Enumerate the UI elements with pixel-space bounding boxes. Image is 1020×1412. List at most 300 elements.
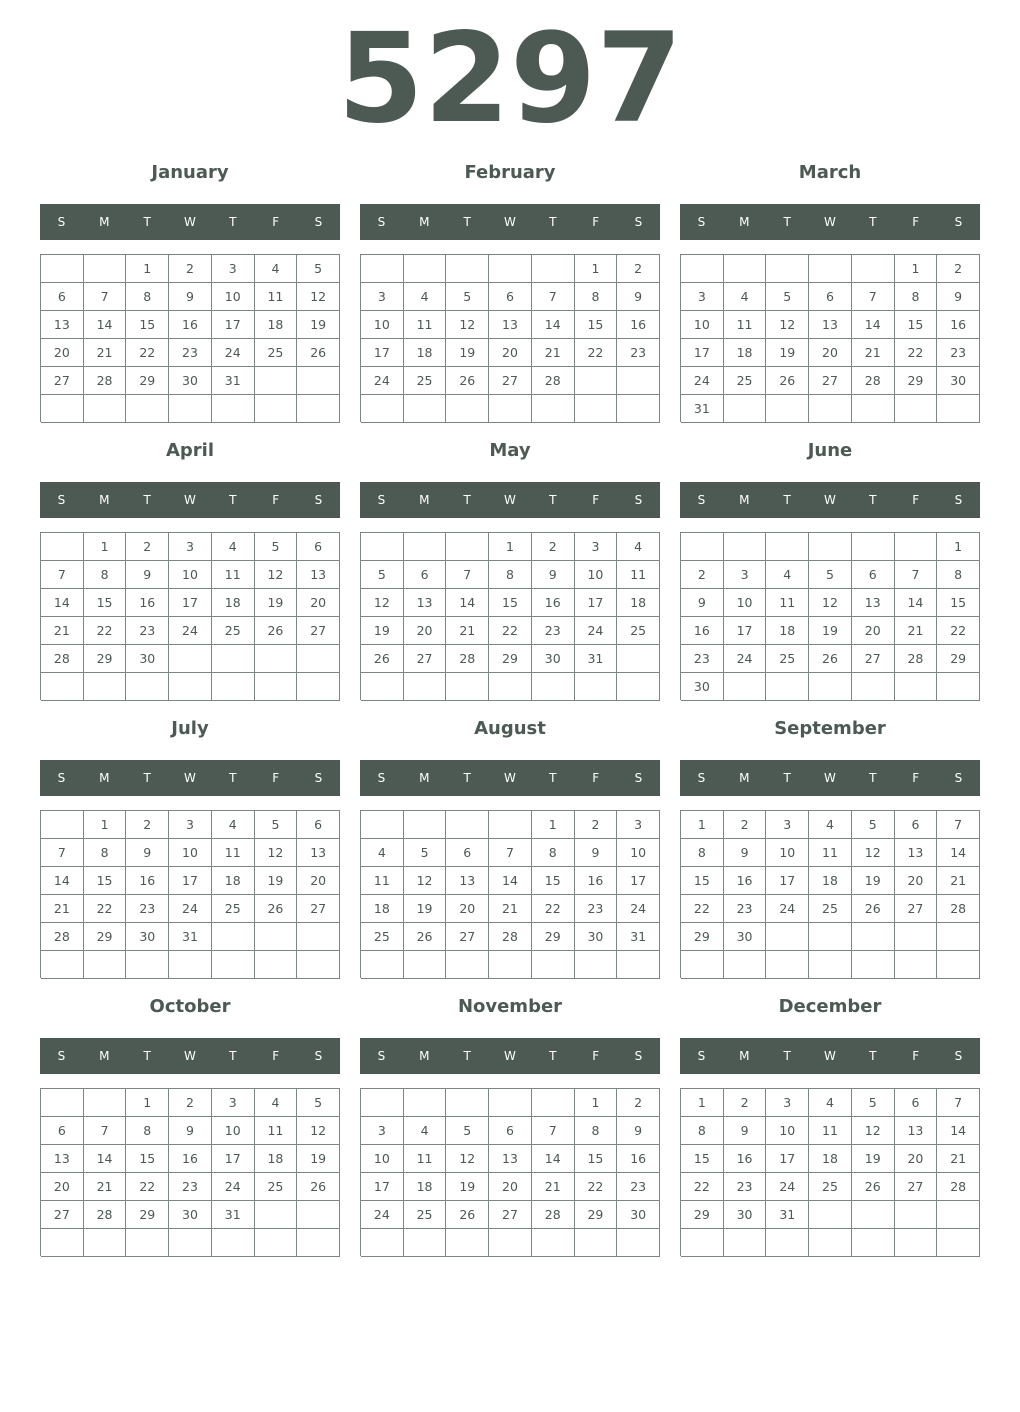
day-cell[interactable]: 20 xyxy=(895,1145,938,1173)
day-cell[interactable]: 26 xyxy=(852,895,895,923)
day-cell[interactable]: 23 xyxy=(617,339,660,367)
day-cell[interactable]: 28 xyxy=(41,923,84,951)
day-cell[interactable]: 8 xyxy=(681,839,724,867)
day-cell[interactable]: 30 xyxy=(532,645,575,673)
day-cell[interactable]: 28 xyxy=(937,895,980,923)
day-cell[interactable]: 7 xyxy=(446,561,489,589)
day-cell[interactable]: 24 xyxy=(575,617,618,645)
day-cell[interactable]: 9 xyxy=(724,1117,767,1145)
day-cell[interactable]: 19 xyxy=(766,339,809,367)
day-cell[interactable]: 17 xyxy=(617,867,660,895)
day-cell[interactable]: 9 xyxy=(532,561,575,589)
day-cell[interactable]: 21 xyxy=(937,867,980,895)
day-cell[interactable]: 24 xyxy=(361,1201,404,1229)
day-cell[interactable]: 10 xyxy=(724,589,767,617)
day-cell[interactable]: 2 xyxy=(169,1089,212,1117)
day-cell[interactable]: 22 xyxy=(937,617,980,645)
day-cell[interactable]: 11 xyxy=(809,839,852,867)
day-cell[interactable]: 1 xyxy=(895,255,938,283)
day-cell[interactable]: 21 xyxy=(41,617,84,645)
day-cell[interactable]: 27 xyxy=(895,895,938,923)
day-cell[interactable]: 13 xyxy=(489,1145,532,1173)
day-cell[interactable]: 11 xyxy=(212,561,255,589)
day-cell[interactable]: 12 xyxy=(297,283,340,311)
day-cell[interactable]: 3 xyxy=(575,533,618,561)
day-cell[interactable]: 8 xyxy=(575,1117,618,1145)
day-cell[interactable]: 10 xyxy=(766,839,809,867)
day-cell[interactable]: 9 xyxy=(169,1117,212,1145)
day-cell[interactable]: 19 xyxy=(852,867,895,895)
day-cell[interactable]: 31 xyxy=(766,1201,809,1229)
day-cell[interactable]: 29 xyxy=(575,1201,618,1229)
day-cell[interactable]: 16 xyxy=(724,1145,767,1173)
day-cell[interactable]: 8 xyxy=(489,561,532,589)
day-cell[interactable]: 30 xyxy=(617,1201,660,1229)
day-cell[interactable]: 2 xyxy=(126,811,169,839)
day-cell[interactable]: 5 xyxy=(766,283,809,311)
day-cell[interactable]: 16 xyxy=(937,311,980,339)
day-cell[interactable]: 22 xyxy=(84,895,127,923)
day-cell[interactable]: 30 xyxy=(937,367,980,395)
day-cell[interactable]: 3 xyxy=(766,1089,809,1117)
day-cell[interactable]: 13 xyxy=(489,311,532,339)
day-cell[interactable]: 21 xyxy=(532,339,575,367)
day-cell[interactable]: 3 xyxy=(361,1117,404,1145)
day-cell[interactable]: 13 xyxy=(809,311,852,339)
day-cell[interactable]: 5 xyxy=(255,533,298,561)
day-cell[interactable]: 30 xyxy=(126,645,169,673)
day-cell[interactable]: 23 xyxy=(169,339,212,367)
day-cell[interactable]: 2 xyxy=(532,533,575,561)
day-cell[interactable]: 15 xyxy=(84,589,127,617)
day-cell[interactable]: 9 xyxy=(169,283,212,311)
day-cell[interactable]: 26 xyxy=(446,367,489,395)
day-cell[interactable]: 25 xyxy=(617,617,660,645)
day-cell[interactable]: 3 xyxy=(212,1089,255,1117)
day-cell[interactable]: 19 xyxy=(297,311,340,339)
day-cell[interactable]: 25 xyxy=(809,895,852,923)
day-cell[interactable]: 14 xyxy=(532,1145,575,1173)
day-cell[interactable]: 1 xyxy=(937,533,980,561)
day-cell[interactable]: 21 xyxy=(41,895,84,923)
day-cell[interactable]: 12 xyxy=(766,311,809,339)
day-cell[interactable]: 1 xyxy=(126,255,169,283)
day-cell[interactable]: 31 xyxy=(169,923,212,951)
day-cell[interactable]: 16 xyxy=(126,867,169,895)
day-cell[interactable]: 28 xyxy=(84,1201,127,1229)
day-cell[interactable]: 4 xyxy=(809,1089,852,1117)
day-cell[interactable]: 8 xyxy=(937,561,980,589)
day-cell[interactable]: 23 xyxy=(681,645,724,673)
day-cell[interactable]: 26 xyxy=(809,645,852,673)
day-cell[interactable]: 15 xyxy=(937,589,980,617)
day-cell[interactable]: 7 xyxy=(852,283,895,311)
day-cell[interactable]: 3 xyxy=(766,811,809,839)
day-cell[interactable]: 23 xyxy=(126,895,169,923)
day-cell[interactable]: 30 xyxy=(169,1201,212,1229)
day-cell[interactable]: 16 xyxy=(126,589,169,617)
day-cell[interactable]: 4 xyxy=(404,1117,447,1145)
day-cell[interactable]: 8 xyxy=(575,283,618,311)
day-cell[interactable]: 25 xyxy=(255,339,298,367)
day-cell[interactable]: 25 xyxy=(404,367,447,395)
day-cell[interactable]: 6 xyxy=(297,811,340,839)
day-cell[interactable]: 4 xyxy=(809,811,852,839)
day-cell[interactable]: 13 xyxy=(446,867,489,895)
day-cell[interactable]: 2 xyxy=(937,255,980,283)
day-cell[interactable]: 8 xyxy=(532,839,575,867)
day-cell[interactable]: 18 xyxy=(766,617,809,645)
day-cell[interactable]: 21 xyxy=(852,339,895,367)
day-cell[interactable]: 4 xyxy=(617,533,660,561)
day-cell[interactable]: 1 xyxy=(489,533,532,561)
day-cell[interactable]: 17 xyxy=(724,617,767,645)
day-cell[interactable]: 27 xyxy=(404,645,447,673)
day-cell[interactable]: 26 xyxy=(297,1173,340,1201)
day-cell[interactable]: 28 xyxy=(532,367,575,395)
day-cell[interactable]: 15 xyxy=(489,589,532,617)
day-cell[interactable]: 4 xyxy=(766,561,809,589)
day-cell[interactable]: 22 xyxy=(681,1173,724,1201)
day-cell[interactable]: 15 xyxy=(681,1145,724,1173)
day-cell[interactable]: 30 xyxy=(169,367,212,395)
day-cell[interactable]: 7 xyxy=(41,561,84,589)
day-cell[interactable]: 9 xyxy=(575,839,618,867)
day-cell[interactable]: 5 xyxy=(297,255,340,283)
day-cell[interactable]: 15 xyxy=(681,867,724,895)
day-cell[interactable]: 30 xyxy=(681,673,724,701)
day-cell[interactable]: 16 xyxy=(532,589,575,617)
day-cell[interactable]: 1 xyxy=(575,1089,618,1117)
day-cell[interactable]: 7 xyxy=(937,811,980,839)
day-cell[interactable]: 31 xyxy=(212,1201,255,1229)
day-cell[interactable]: 23 xyxy=(575,895,618,923)
day-cell[interactable]: 25 xyxy=(212,895,255,923)
day-cell[interactable]: 24 xyxy=(766,1173,809,1201)
day-cell[interactable]: 21 xyxy=(937,1145,980,1173)
day-cell[interactable]: 13 xyxy=(895,1117,938,1145)
day-cell[interactable]: 23 xyxy=(126,617,169,645)
day-cell[interactable]: 4 xyxy=(212,533,255,561)
day-cell[interactable]: 28 xyxy=(895,645,938,673)
day-cell[interactable]: 10 xyxy=(212,283,255,311)
day-cell[interactable]: 15 xyxy=(575,1145,618,1173)
day-cell[interactable]: 28 xyxy=(84,367,127,395)
day-cell[interactable]: 5 xyxy=(361,561,404,589)
day-cell[interactable]: 4 xyxy=(361,839,404,867)
day-cell[interactable]: 7 xyxy=(937,1089,980,1117)
day-cell[interactable]: 16 xyxy=(724,867,767,895)
day-cell[interactable]: 6 xyxy=(41,283,84,311)
day-cell[interactable]: 14 xyxy=(41,589,84,617)
day-cell[interactable]: 1 xyxy=(681,811,724,839)
day-cell[interactable]: 26 xyxy=(852,1173,895,1201)
day-cell[interactable]: 10 xyxy=(212,1117,255,1145)
day-cell[interactable]: 18 xyxy=(212,589,255,617)
day-cell[interactable]: 19 xyxy=(404,895,447,923)
day-cell[interactable]: 29 xyxy=(126,367,169,395)
day-cell[interactable]: 27 xyxy=(297,617,340,645)
day-cell[interactable]: 9 xyxy=(724,839,767,867)
day-cell[interactable]: 18 xyxy=(404,1173,447,1201)
day-cell[interactable]: 23 xyxy=(937,339,980,367)
day-cell[interactable]: 17 xyxy=(212,311,255,339)
day-cell[interactable]: 9 xyxy=(937,283,980,311)
day-cell[interactable]: 6 xyxy=(895,811,938,839)
day-cell[interactable]: 12 xyxy=(852,839,895,867)
day-cell[interactable]: 10 xyxy=(766,1117,809,1145)
day-cell[interactable]: 28 xyxy=(532,1201,575,1229)
day-cell[interactable]: 5 xyxy=(297,1089,340,1117)
day-cell[interactable]: 26 xyxy=(255,895,298,923)
day-cell[interactable]: 10 xyxy=(169,839,212,867)
day-cell[interactable]: 13 xyxy=(297,561,340,589)
day-cell[interactable]: 29 xyxy=(84,923,127,951)
day-cell[interactable]: 31 xyxy=(681,395,724,423)
day-cell[interactable]: 27 xyxy=(446,923,489,951)
day-cell[interactable]: 11 xyxy=(212,839,255,867)
day-cell[interactable]: 20 xyxy=(41,1173,84,1201)
day-cell[interactable]: 6 xyxy=(809,283,852,311)
day-cell[interactable]: 18 xyxy=(617,589,660,617)
day-cell[interactable]: 2 xyxy=(617,255,660,283)
day-cell[interactable]: 17 xyxy=(766,1145,809,1173)
day-cell[interactable]: 10 xyxy=(575,561,618,589)
day-cell[interactable]: 6 xyxy=(446,839,489,867)
day-cell[interactable]: 7 xyxy=(489,839,532,867)
day-cell[interactable]: 29 xyxy=(681,1201,724,1229)
day-cell[interactable]: 23 xyxy=(532,617,575,645)
day-cell[interactable]: 2 xyxy=(724,811,767,839)
day-cell[interactable]: 11 xyxy=(766,589,809,617)
day-cell[interactable]: 9 xyxy=(126,561,169,589)
day-cell[interactable]: 21 xyxy=(489,895,532,923)
day-cell[interactable]: 24 xyxy=(361,367,404,395)
day-cell[interactable]: 30 xyxy=(126,923,169,951)
day-cell[interactable]: 14 xyxy=(937,839,980,867)
day-cell[interactable]: 6 xyxy=(895,1089,938,1117)
day-cell[interactable]: 20 xyxy=(489,1173,532,1201)
day-cell[interactable]: 5 xyxy=(809,561,852,589)
day-cell[interactable]: 4 xyxy=(212,811,255,839)
day-cell[interactable]: 15 xyxy=(84,867,127,895)
day-cell[interactable]: 20 xyxy=(297,867,340,895)
day-cell[interactable]: 11 xyxy=(404,1145,447,1173)
day-cell[interactable]: 27 xyxy=(297,895,340,923)
day-cell[interactable]: 6 xyxy=(489,283,532,311)
day-cell[interactable]: 4 xyxy=(255,255,298,283)
day-cell[interactable]: 1 xyxy=(84,533,127,561)
day-cell[interactable]: 20 xyxy=(895,867,938,895)
day-cell[interactable]: 17 xyxy=(766,867,809,895)
day-cell[interactable]: 27 xyxy=(489,1201,532,1229)
day-cell[interactable]: 22 xyxy=(489,617,532,645)
day-cell[interactable]: 5 xyxy=(404,839,447,867)
day-cell[interactable]: 27 xyxy=(41,367,84,395)
day-cell[interactable]: 17 xyxy=(361,1173,404,1201)
day-cell[interactable]: 4 xyxy=(404,283,447,311)
day-cell[interactable]: 18 xyxy=(212,867,255,895)
day-cell[interactable]: 17 xyxy=(575,589,618,617)
day-cell[interactable]: 14 xyxy=(41,867,84,895)
day-cell[interactable]: 7 xyxy=(532,1117,575,1145)
day-cell[interactable]: 22 xyxy=(681,895,724,923)
day-cell[interactable]: 22 xyxy=(532,895,575,923)
day-cell[interactable]: 2 xyxy=(169,255,212,283)
day-cell[interactable]: 29 xyxy=(681,923,724,951)
day-cell[interactable]: 22 xyxy=(84,617,127,645)
day-cell[interactable]: 16 xyxy=(617,311,660,339)
day-cell[interactable]: 23 xyxy=(617,1173,660,1201)
day-cell[interactable]: 16 xyxy=(575,867,618,895)
day-cell[interactable]: 23 xyxy=(724,1173,767,1201)
day-cell[interactable]: 15 xyxy=(532,867,575,895)
day-cell[interactable]: 13 xyxy=(895,839,938,867)
day-cell[interactable]: 25 xyxy=(255,1173,298,1201)
day-cell[interactable]: 3 xyxy=(361,283,404,311)
day-cell[interactable]: 21 xyxy=(446,617,489,645)
day-cell[interactable]: 14 xyxy=(84,1145,127,1173)
day-cell[interactable]: 11 xyxy=(617,561,660,589)
day-cell[interactable]: 17 xyxy=(212,1145,255,1173)
day-cell[interactable]: 12 xyxy=(255,839,298,867)
day-cell[interactable]: 9 xyxy=(126,839,169,867)
day-cell[interactable]: 26 xyxy=(766,367,809,395)
day-cell[interactable]: 14 xyxy=(446,589,489,617)
day-cell[interactable]: 8 xyxy=(84,561,127,589)
day-cell[interactable]: 21 xyxy=(895,617,938,645)
day-cell[interactable]: 19 xyxy=(297,1145,340,1173)
day-cell[interactable]: 24 xyxy=(766,895,809,923)
day-cell[interactable]: 7 xyxy=(532,283,575,311)
day-cell[interactable]: 24 xyxy=(169,895,212,923)
day-cell[interactable]: 24 xyxy=(681,367,724,395)
day-cell[interactable]: 6 xyxy=(297,533,340,561)
day-cell[interactable]: 13 xyxy=(297,839,340,867)
day-cell[interactable]: 20 xyxy=(41,339,84,367)
day-cell[interactable]: 29 xyxy=(126,1201,169,1229)
day-cell[interactable]: 26 xyxy=(404,923,447,951)
day-cell[interactable]: 3 xyxy=(212,255,255,283)
day-cell[interactable]: 14 xyxy=(852,311,895,339)
day-cell[interactable]: 27 xyxy=(895,1173,938,1201)
day-cell[interactable]: 28 xyxy=(937,1173,980,1201)
day-cell[interactable]: 27 xyxy=(489,367,532,395)
day-cell[interactable]: 17 xyxy=(361,339,404,367)
day-cell[interactable]: 15 xyxy=(126,311,169,339)
day-cell[interactable]: 12 xyxy=(446,311,489,339)
day-cell[interactable]: 2 xyxy=(617,1089,660,1117)
day-cell[interactable]: 18 xyxy=(255,1145,298,1173)
day-cell[interactable]: 18 xyxy=(404,339,447,367)
day-cell[interactable]: 28 xyxy=(446,645,489,673)
day-cell[interactable]: 6 xyxy=(41,1117,84,1145)
day-cell[interactable]: 24 xyxy=(212,1173,255,1201)
day-cell[interactable]: 8 xyxy=(895,283,938,311)
day-cell[interactable]: 20 xyxy=(446,895,489,923)
day-cell[interactable]: 2 xyxy=(681,561,724,589)
day-cell[interactable]: 6 xyxy=(489,1117,532,1145)
day-cell[interactable]: 12 xyxy=(446,1145,489,1173)
day-cell[interactable]: 7 xyxy=(84,1117,127,1145)
day-cell[interactable]: 10 xyxy=(169,561,212,589)
day-cell[interactable]: 11 xyxy=(404,311,447,339)
day-cell[interactable]: 14 xyxy=(532,311,575,339)
day-cell[interactable]: 23 xyxy=(169,1173,212,1201)
day-cell[interactable]: 8 xyxy=(126,283,169,311)
day-cell[interactable]: 20 xyxy=(489,339,532,367)
day-cell[interactable]: 11 xyxy=(809,1117,852,1145)
day-cell[interactable]: 4 xyxy=(724,283,767,311)
day-cell[interactable]: 3 xyxy=(169,811,212,839)
day-cell[interactable]: 31 xyxy=(575,645,618,673)
day-cell[interactable]: 19 xyxy=(446,1173,489,1201)
day-cell[interactable]: 31 xyxy=(617,923,660,951)
day-cell[interactable]: 9 xyxy=(617,1117,660,1145)
day-cell[interactable]: 5 xyxy=(255,811,298,839)
day-cell[interactable]: 25 xyxy=(404,1201,447,1229)
day-cell[interactable]: 20 xyxy=(809,339,852,367)
day-cell[interactable]: 26 xyxy=(297,339,340,367)
day-cell[interactable]: 25 xyxy=(361,923,404,951)
day-cell[interactable]: 9 xyxy=(681,589,724,617)
day-cell[interactable]: 6 xyxy=(404,561,447,589)
day-cell[interactable]: 3 xyxy=(681,283,724,311)
day-cell[interactable]: 20 xyxy=(297,589,340,617)
day-cell[interactable]: 3 xyxy=(724,561,767,589)
day-cell[interactable]: 18 xyxy=(809,867,852,895)
day-cell[interactable]: 6 xyxy=(852,561,895,589)
day-cell[interactable]: 8 xyxy=(84,839,127,867)
day-cell[interactable]: 24 xyxy=(212,339,255,367)
day-cell[interactable]: 8 xyxy=(126,1117,169,1145)
day-cell[interactable]: 16 xyxy=(169,311,212,339)
day-cell[interactable]: 28 xyxy=(489,923,532,951)
day-cell[interactable]: 2 xyxy=(575,811,618,839)
day-cell[interactable]: 10 xyxy=(617,839,660,867)
day-cell[interactable]: 19 xyxy=(255,589,298,617)
day-cell[interactable]: 14 xyxy=(489,867,532,895)
day-cell[interactable]: 20 xyxy=(852,617,895,645)
day-cell[interactable]: 21 xyxy=(532,1173,575,1201)
day-cell[interactable]: 27 xyxy=(852,645,895,673)
day-cell[interactable]: 13 xyxy=(404,589,447,617)
day-cell[interactable]: 13 xyxy=(852,589,895,617)
day-cell[interactable]: 12 xyxy=(361,589,404,617)
day-cell[interactable]: 13 xyxy=(41,311,84,339)
day-cell[interactable]: 27 xyxy=(41,1201,84,1229)
day-cell[interactable]: 5 xyxy=(446,283,489,311)
day-cell[interactable]: 16 xyxy=(617,1145,660,1173)
day-cell[interactable]: 1 xyxy=(575,255,618,283)
day-cell[interactable]: 15 xyxy=(895,311,938,339)
day-cell[interactable]: 25 xyxy=(766,645,809,673)
day-cell[interactable]: 12 xyxy=(404,867,447,895)
day-cell[interactable]: 10 xyxy=(361,311,404,339)
day-cell[interactable]: 24 xyxy=(617,895,660,923)
day-cell[interactable]: 8 xyxy=(681,1117,724,1145)
day-cell[interactable]: 15 xyxy=(575,311,618,339)
day-cell[interactable]: 1 xyxy=(532,811,575,839)
day-cell[interactable]: 12 xyxy=(852,1117,895,1145)
day-cell[interactable]: 20 xyxy=(404,617,447,645)
day-cell[interactable]: 25 xyxy=(809,1173,852,1201)
day-cell[interactable]: 27 xyxy=(809,367,852,395)
day-cell[interactable]: 18 xyxy=(361,895,404,923)
day-cell[interactable]: 26 xyxy=(255,617,298,645)
day-cell[interactable]: 30 xyxy=(724,923,767,951)
day-cell[interactable]: 25 xyxy=(212,617,255,645)
